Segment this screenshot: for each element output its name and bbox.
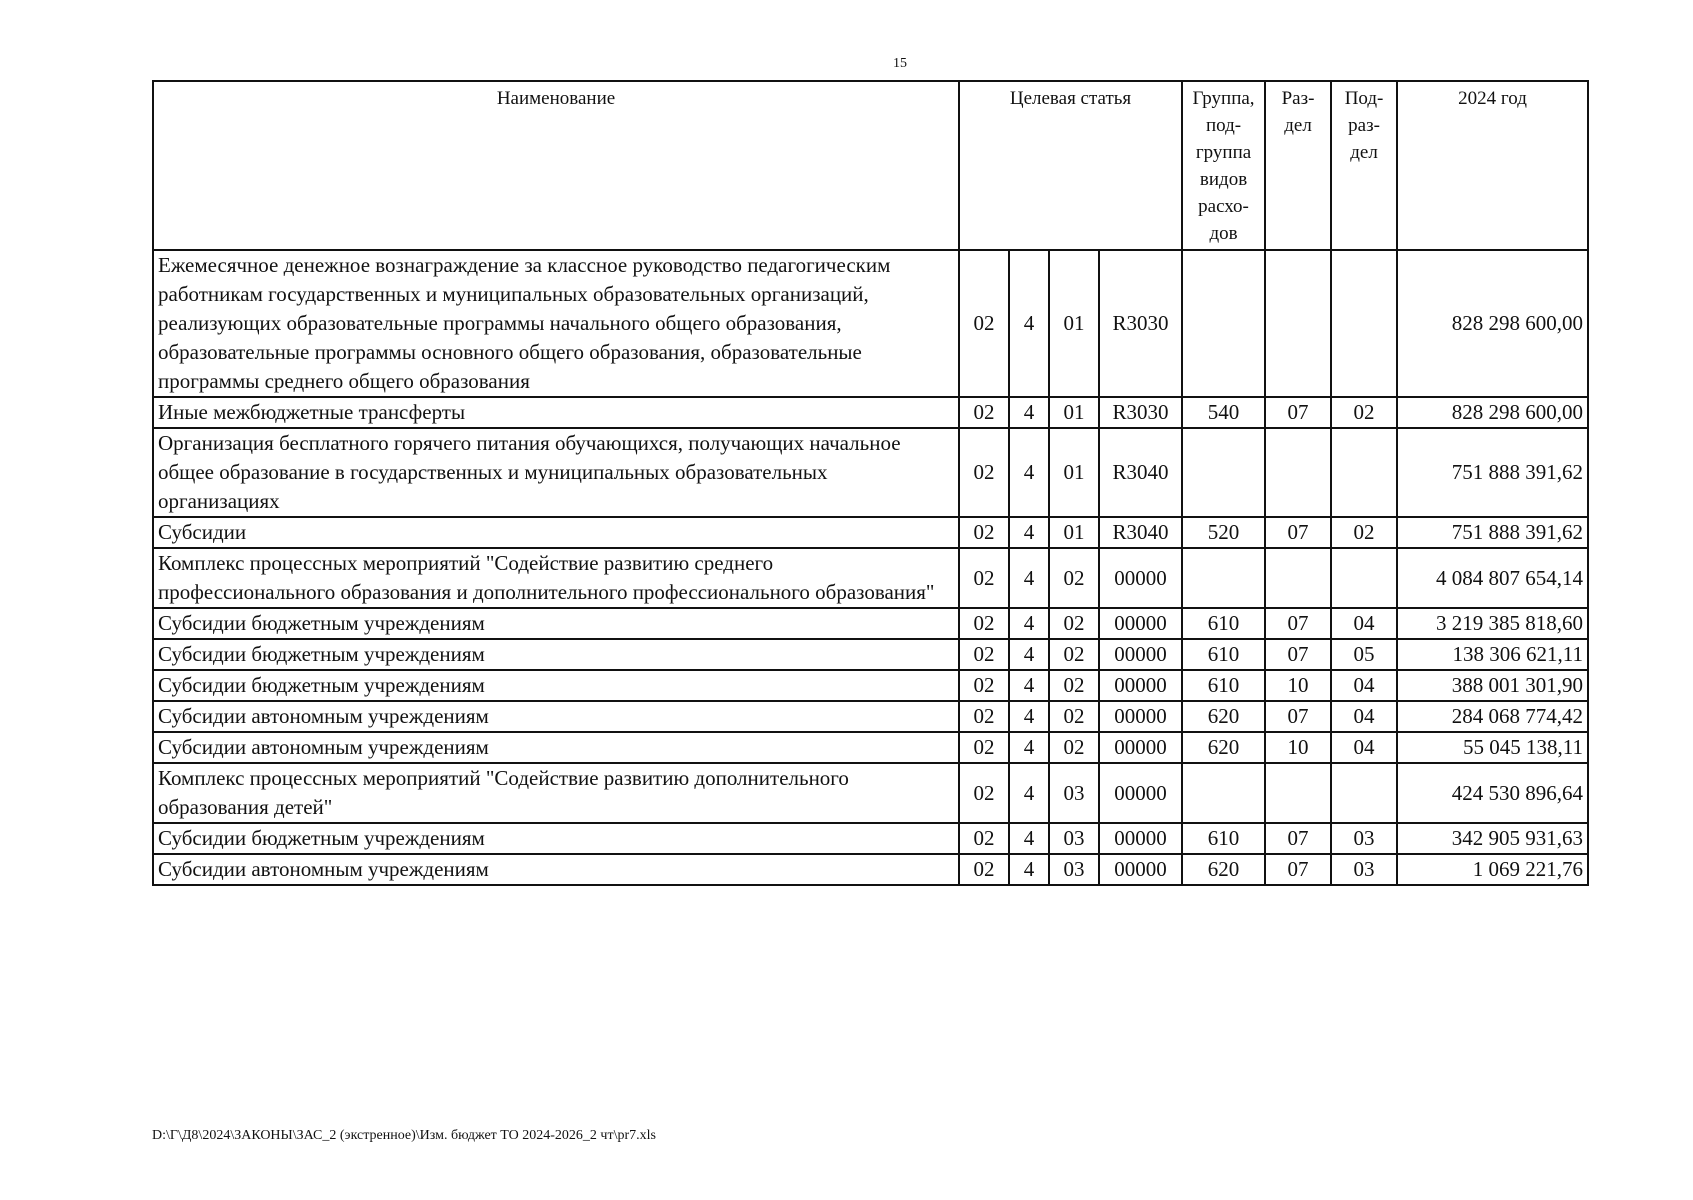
cell-name: Субсидии автономным учреждениям xyxy=(153,732,959,763)
cell-name: Иные межбюджетные трансферты xyxy=(153,397,959,428)
cell-target-subprogram: 4 xyxy=(1009,608,1049,639)
cell-target-program: 02 xyxy=(959,397,1009,428)
table-row xyxy=(153,517,1588,548)
cell-section: 07 xyxy=(1265,397,1331,428)
cell-subsection: 03 xyxy=(1331,823,1397,854)
cell-expense-group xyxy=(1182,548,1265,608)
cell-target-subprogram: 4 xyxy=(1009,763,1049,823)
cell-amount-2024: 342 905 931,63 xyxy=(1397,823,1588,854)
cell-amount-2024: 424 530 896,64 xyxy=(1397,763,1588,823)
cell-amount-2024: 828 298 600,00 xyxy=(1397,397,1588,428)
table-row xyxy=(153,397,1588,428)
cell-target-program: 02 xyxy=(959,639,1009,670)
cell-amount-2024: 828 298 600,00 xyxy=(1397,250,1588,397)
table-row xyxy=(153,639,1588,670)
cell-target-subprogram: 4 xyxy=(1009,428,1049,517)
cell-subsection xyxy=(1331,763,1397,823)
cell-section: 07 xyxy=(1265,854,1331,885)
header-subsection: Под-раз-дел xyxy=(1331,81,1397,250)
cell-target-subprogram: 4 xyxy=(1009,732,1049,763)
cell-target-complex: 02 xyxy=(1049,732,1099,763)
cell-target-complex: 01 xyxy=(1049,250,1099,397)
cell-subsection: 04 xyxy=(1331,732,1397,763)
cell-name: Субсидии бюджетным учреждениям xyxy=(153,608,959,639)
cell-target-program: 02 xyxy=(959,548,1009,608)
cell-expense-group: 610 xyxy=(1182,670,1265,701)
cell-target-program: 02 xyxy=(959,854,1009,885)
cell-amount-2024: 751 888 391,62 xyxy=(1397,428,1588,517)
cell-section: 07 xyxy=(1265,517,1331,548)
cell-section: 10 xyxy=(1265,670,1331,701)
cell-target-program: 02 xyxy=(959,250,1009,397)
cell-target-code: R3030 xyxy=(1099,250,1182,397)
budget-table xyxy=(152,80,1589,886)
cell-subsection xyxy=(1331,428,1397,517)
cell-name: Комплекс процессных мероприятий "Содействие развитию дополнительного образования детей" xyxy=(153,763,959,823)
cell-name: Комплекс процессных мероприятий "Содействие развитию среднего профессионального образования и дополнительного профессионального образования" xyxy=(153,548,959,608)
cell-section: 07 xyxy=(1265,701,1331,732)
cell-target-subprogram: 4 xyxy=(1009,670,1049,701)
cell-subsection: 05 xyxy=(1331,639,1397,670)
cell-target-complex: 01 xyxy=(1049,397,1099,428)
cell-subsection: 02 xyxy=(1331,517,1397,548)
table-body xyxy=(153,250,1588,885)
cell-target-program: 02 xyxy=(959,701,1009,732)
cell-subsection: 02 xyxy=(1331,397,1397,428)
cell-name: Организация бесплатного горячего питания обучающихся, получающих начальное общее образование в государственных и муниципальных образовательных организациях xyxy=(153,428,959,517)
cell-target-subprogram: 4 xyxy=(1009,854,1049,885)
cell-section xyxy=(1265,548,1331,608)
table-row xyxy=(153,763,1588,823)
cell-target-program: 02 xyxy=(959,670,1009,701)
table-row xyxy=(153,854,1588,885)
cell-target-program: 02 xyxy=(959,517,1009,548)
cell-amount-2024: 3 219 385 818,60 xyxy=(1397,608,1588,639)
header-year: 2024 год xyxy=(1397,81,1588,250)
cell-target-subprogram: 4 xyxy=(1009,250,1049,397)
cell-target-program: 02 xyxy=(959,608,1009,639)
table-row xyxy=(153,428,1588,517)
cell-target-program: 02 xyxy=(959,823,1009,854)
cell-subsection: 04 xyxy=(1331,670,1397,701)
cell-section: 10 xyxy=(1265,732,1331,763)
cell-amount-2024: 55 045 138,11 xyxy=(1397,732,1588,763)
cell-section: 07 xyxy=(1265,823,1331,854)
cell-amount-2024: 138 306 621,11 xyxy=(1397,639,1588,670)
cell-expense-group: 620 xyxy=(1182,732,1265,763)
header-row xyxy=(153,81,1588,250)
header-section: Раз-дел xyxy=(1265,81,1331,250)
cell-name: Субсидии бюджетным учреждениям xyxy=(153,639,959,670)
cell-expense-group: 520 xyxy=(1182,517,1265,548)
table-row xyxy=(153,608,1588,639)
cell-subsection: 04 xyxy=(1331,701,1397,732)
table-row xyxy=(153,823,1588,854)
cell-section xyxy=(1265,428,1331,517)
cell-target-complex: 03 xyxy=(1049,854,1099,885)
cell-expense-group: 540 xyxy=(1182,397,1265,428)
cell-target-complex: 02 xyxy=(1049,701,1099,732)
cell-target-complex: 01 xyxy=(1049,517,1099,548)
cell-subsection xyxy=(1331,250,1397,397)
cell-name: Субсидии бюджетным учреждениям xyxy=(153,670,959,701)
header-name: Наименование xyxy=(153,81,959,250)
cell-expense-group: 610 xyxy=(1182,639,1265,670)
cell-target-code: R3030 xyxy=(1099,397,1182,428)
cell-section xyxy=(1265,250,1331,397)
cell-expense-group: 620 xyxy=(1182,701,1265,732)
cell-target-subprogram: 4 xyxy=(1009,548,1049,608)
cell-name: Субсидии бюджетным учреждениям xyxy=(153,823,959,854)
cell-target-code: 00000 xyxy=(1099,763,1182,823)
cell-name: Субсидии автономным учреждениям xyxy=(153,854,959,885)
cell-target-subprogram: 4 xyxy=(1009,823,1049,854)
cell-section: 07 xyxy=(1265,608,1331,639)
cell-target-subprogram: 4 xyxy=(1009,701,1049,732)
cell-amount-2024: 1 069 221,76 xyxy=(1397,854,1588,885)
cell-expense-group: 610 xyxy=(1182,823,1265,854)
cell-target-code: 00000 xyxy=(1099,854,1182,885)
cell-expense-group xyxy=(1182,250,1265,397)
cell-amount-2024: 4 084 807 654,14 xyxy=(1397,548,1588,608)
cell-target-code: 00000 xyxy=(1099,701,1182,732)
cell-target-subprogram: 4 xyxy=(1009,639,1049,670)
cell-target-code: 00000 xyxy=(1099,670,1182,701)
table-row xyxy=(153,250,1588,397)
cell-target-complex: 03 xyxy=(1049,823,1099,854)
cell-target-program: 02 xyxy=(959,763,1009,823)
cell-target-code: 00000 xyxy=(1099,639,1182,670)
table-row xyxy=(153,548,1588,608)
cell-expense-group xyxy=(1182,428,1265,517)
cell-target-subprogram: 4 xyxy=(1009,517,1049,548)
cell-name: Субсидии xyxy=(153,517,959,548)
cell-target-complex: 02 xyxy=(1049,608,1099,639)
cell-target-complex: 02 xyxy=(1049,639,1099,670)
cell-target-code: R3040 xyxy=(1099,428,1182,517)
page-number: 15 xyxy=(893,56,907,71)
cell-name: Ежемесячное денежное вознаграждение за классное руководство педагогическим работникам государственных и муниципальных образовательных организаций, реализующих образовательные программы начального общего образования, образовательные программы основного общего образования, образовательные программы среднего общего образования xyxy=(153,250,959,397)
cell-target-code: 00000 xyxy=(1099,732,1182,763)
cell-target-code: 00000 xyxy=(1099,823,1182,854)
cell-subsection xyxy=(1331,548,1397,608)
cell-expense-group xyxy=(1182,763,1265,823)
table-row xyxy=(153,670,1588,701)
cell-target-complex: 02 xyxy=(1049,548,1099,608)
cell-amount-2024: 284 068 774,42 xyxy=(1397,701,1588,732)
cell-target-complex: 02 xyxy=(1049,670,1099,701)
table-row xyxy=(153,732,1588,763)
cell-target-code: R3040 xyxy=(1099,517,1182,548)
cell-amount-2024: 388 001 301,90 xyxy=(1397,670,1588,701)
cell-expense-group: 620 xyxy=(1182,854,1265,885)
cell-target-program: 02 xyxy=(959,732,1009,763)
cell-subsection: 04 xyxy=(1331,608,1397,639)
cell-section xyxy=(1265,763,1331,823)
cell-target-program: 02 xyxy=(959,428,1009,517)
cell-target-code: 00000 xyxy=(1099,608,1182,639)
footer-file-path: D:\Г\Д8\2024\ЗАКОНЫ\ЗАС_2 (экстренное)\Изм. бюджет ТО 2024-2026_2 чт\pr7.xls xyxy=(152,1128,656,1143)
header-target: Целевая статья xyxy=(959,81,1182,250)
cell-target-complex: 01 xyxy=(1049,428,1099,517)
header-group: Группа, под-группа видов расхо-дов xyxy=(1182,81,1265,250)
cell-section: 07 xyxy=(1265,639,1331,670)
table-row xyxy=(153,701,1588,732)
cell-target-complex: 03 xyxy=(1049,763,1099,823)
cell-target-code: 00000 xyxy=(1099,548,1182,608)
cell-subsection: 03 xyxy=(1331,854,1397,885)
cell-name: Субсидии автономным учреждениям xyxy=(153,701,959,732)
cell-amount-2024: 751 888 391,62 xyxy=(1397,517,1588,548)
cell-expense-group: 610 xyxy=(1182,608,1265,639)
cell-target-subprogram: 4 xyxy=(1009,397,1049,428)
